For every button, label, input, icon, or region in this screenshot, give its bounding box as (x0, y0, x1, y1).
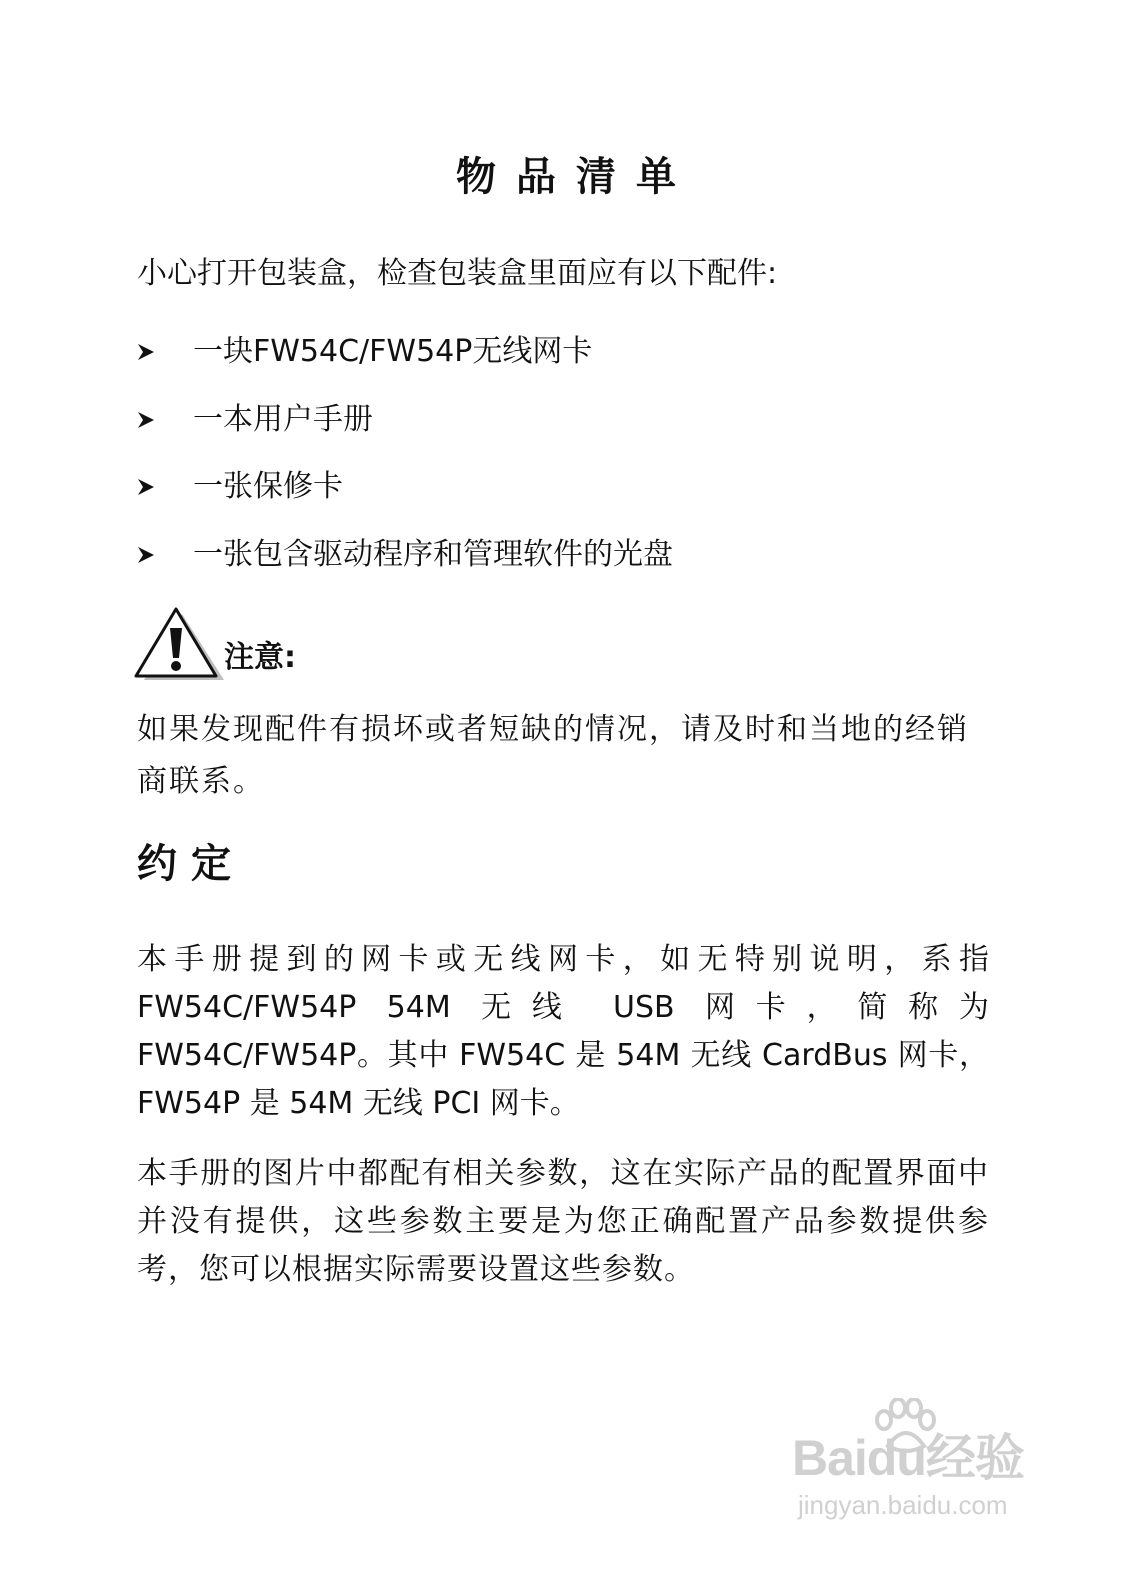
arrowhead-bullet-icon (137, 398, 157, 442)
list-item-text: 一张包含驱动程序和管理软件的光盘 (193, 536, 673, 572)
list-item (137, 465, 673, 533)
intro-text: 小心打开包装盒，检查包装盒里面应有以下配件: (137, 256, 778, 291)
list-item-text: 一块FW54C/FW54P无线网卡 (193, 334, 593, 369)
arrowhead-bullet-icon (137, 330, 157, 374)
conventions-paragraph: 本手册提到的网卡或无线网卡，如无特别说明，系指FW54C/FW54P 54M 无线 USB 网卡，简称为 FW54C/FW54P。其中 FW54C 是 54M 无线 CardBus 网卡，FW54P 是 54M 无线 PCI 网卡。 (137, 942, 989, 1121)
section-heading: 约定 (137, 841, 245, 887)
list-item (137, 330, 673, 398)
baidu-watermark (792, 1398, 1052, 1528)
page-title: 物品清单 (456, 154, 696, 200)
watermark-url: jingyan.baidu.com (798, 1490, 1008, 1520)
list-item-text: 一张保修卡 (193, 469, 343, 504)
list-item-text: 一本用户手册 (193, 401, 373, 437)
note-body: 如果发现配件有损坏或者短缺的情况，请及时和当地的经销商联系。 (137, 712, 969, 799)
list-item (137, 533, 673, 601)
arrowhead-bullet-icon (137, 533, 157, 577)
package-contents-list (137, 330, 673, 600)
list-item (137, 398, 673, 466)
watermark-logo: Baidu经验 (792, 1430, 1024, 1486)
note-label: 注意: (224, 640, 296, 675)
conventions-paragraph: 本手册的图片中都配有相关参数，这在实际产品的配置界面中并没有提供，这些参数主要是为您正确配置产品参数提供参考，您可以根据实际需要设置这些参数。 (137, 1156, 989, 1287)
warning-triangle-icon (134, 606, 226, 686)
arrowhead-bullet-icon (137, 465, 157, 509)
